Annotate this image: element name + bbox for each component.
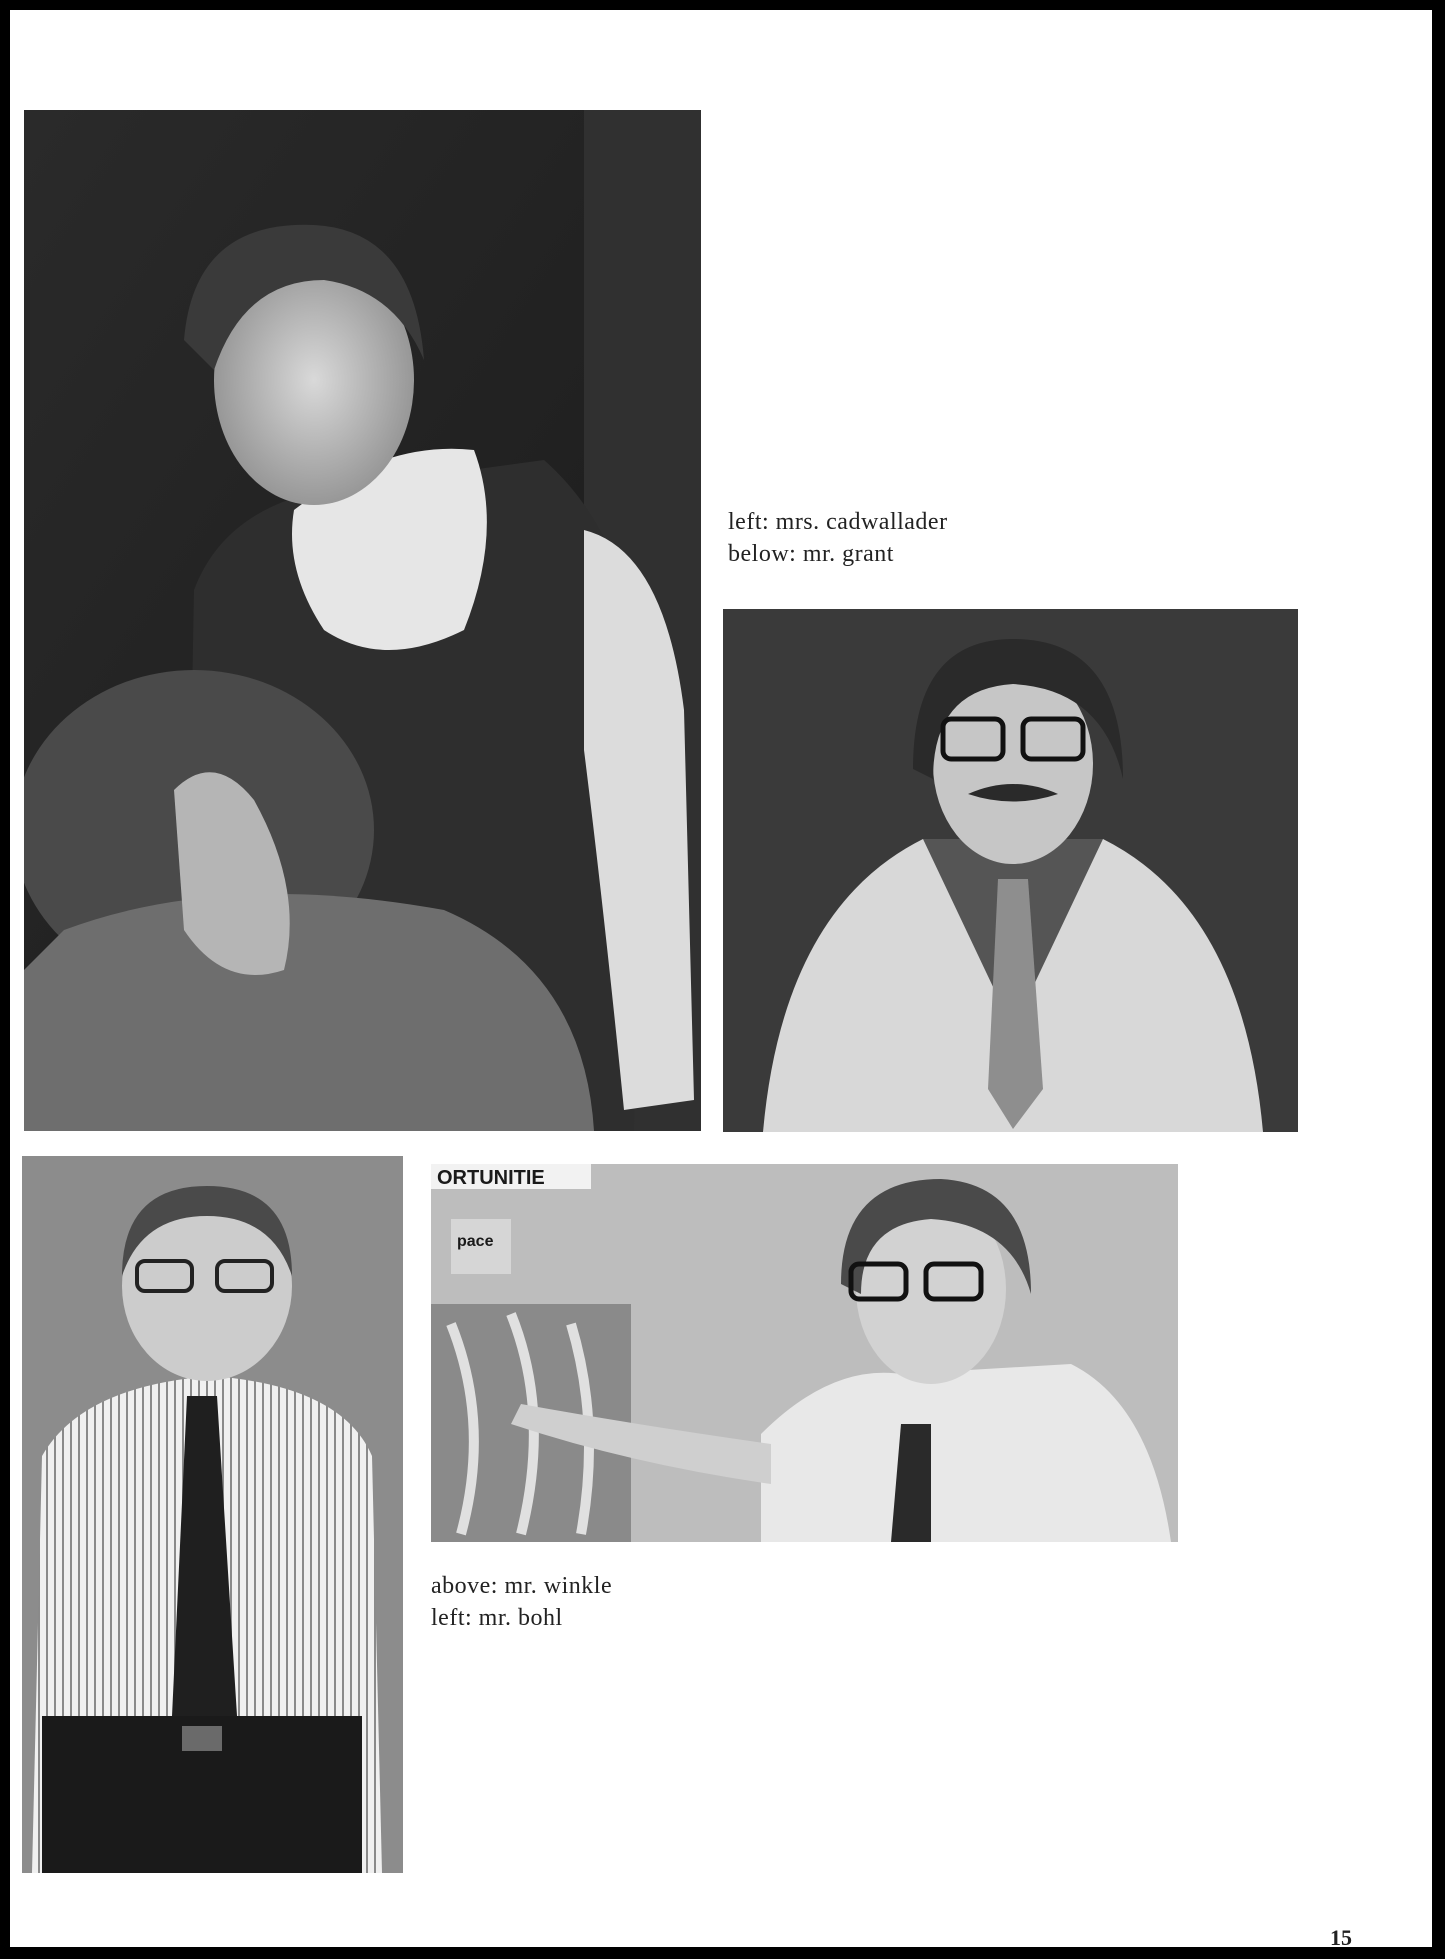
- caption-top-line1: left: mrs. cadwallader: [728, 509, 948, 535]
- photo-mr-bohl: [22, 1156, 403, 1873]
- photo-mrs-cadwallader-image: [24, 110, 701, 1131]
- photo-mrs-cadwallader: [24, 110, 701, 1131]
- winkle-sign-text: ORTUNITIE: [437, 1167, 545, 1189]
- photo-mr-bohl-image: [22, 1156, 403, 1873]
- caption-bottom-line1: above: mr. winkle: [431, 1573, 613, 1599]
- caption-bottom: [431, 1570, 612, 1634]
- photo-mr-grant-image: [723, 609, 1298, 1132]
- photo-mr-grant: [723, 609, 1298, 1132]
- page-number: 15: [1330, 1925, 1352, 1947]
- photo-mr-winkle: [431, 1164, 1178, 1542]
- caption-top-line2: below: mr. grant: [728, 541, 894, 567]
- photo-mr-winkle-image: [431, 1164, 1178, 1542]
- caption-top: [728, 506, 948, 570]
- caption-bottom-line2: left: mr. bohl: [431, 1605, 563, 1631]
- yearbook-page: [10, 10, 1432, 1947]
- winkle-poster-text: pace: [457, 1233, 494, 1250]
